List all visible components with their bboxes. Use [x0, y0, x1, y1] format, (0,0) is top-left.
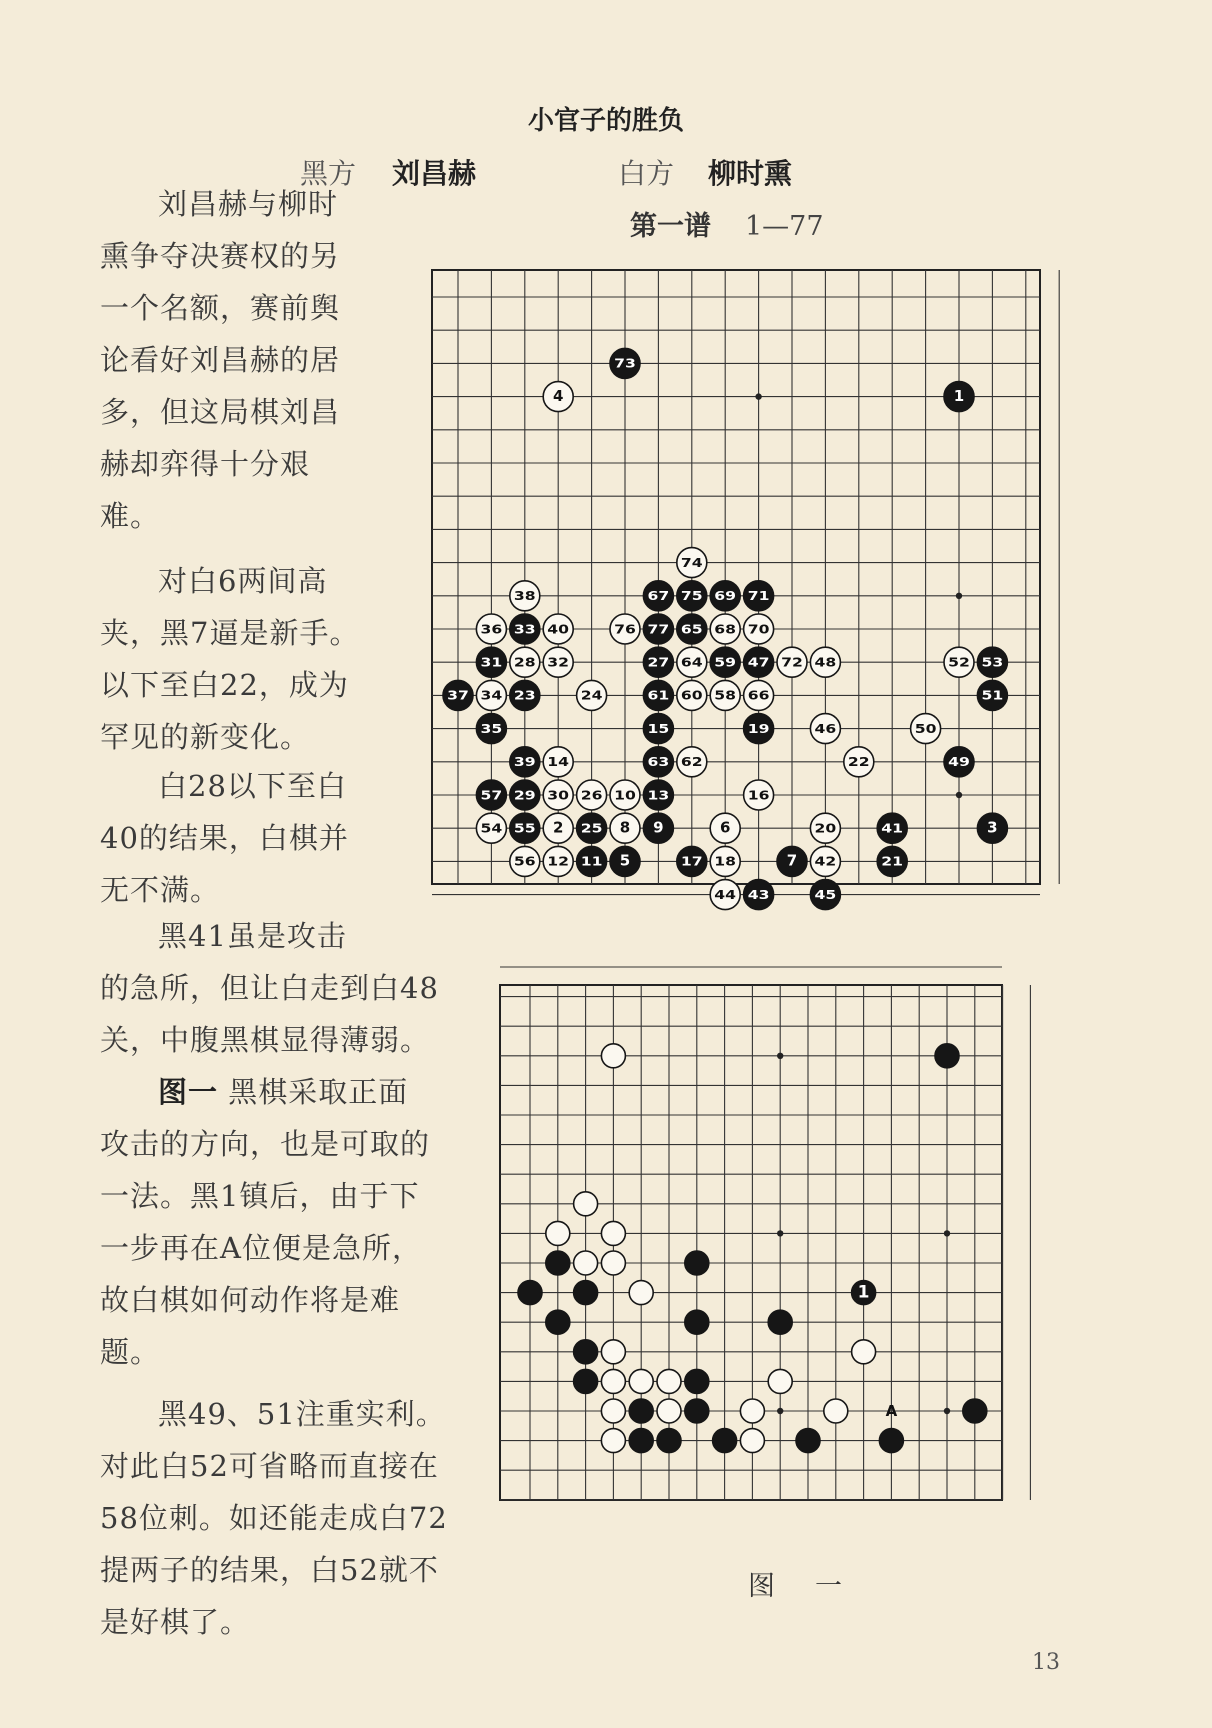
stone-disc — [574, 1192, 598, 1216]
move-number: 14 — [547, 755, 570, 770]
text-line: 黑49、51注重实利。 — [158, 1397, 446, 1431]
black-stone — [677, 614, 707, 644]
paragraph-2 — [100, 555, 359, 763]
stone-disc — [824, 1399, 848, 1423]
black-stone — [685, 1369, 709, 1393]
white-stone — [777, 647, 807, 677]
black-stone — [518, 1281, 542, 1305]
stone-disc — [852, 1340, 876, 1364]
white-stone — [710, 813, 740, 843]
white-stone — [577, 780, 607, 810]
move-number: 64 — [680, 655, 703, 670]
move-number: 37 — [447, 688, 469, 703]
move-number: 7 — [786, 851, 798, 870]
black-stone — [685, 1251, 709, 1275]
star-point — [956, 593, 962, 599]
white-stone — [601, 1251, 625, 1275]
white-stone — [629, 1369, 653, 1393]
move-number: 22 — [847, 755, 870, 770]
move-number: 41 — [881, 821, 904, 836]
white-stone — [710, 880, 740, 910]
black-stone — [574, 1281, 598, 1305]
move-number: 27 — [647, 655, 670, 670]
black-stone — [476, 780, 506, 810]
paragraph-1 — [100, 178, 340, 542]
stone-disc — [713, 1429, 737, 1453]
black-stone — [443, 680, 473, 710]
white-stone — [657, 1399, 681, 1423]
black-stone — [768, 1310, 792, 1334]
black-stone — [546, 1310, 570, 1334]
move-number: 30 — [547, 788, 570, 803]
move-number: 55 — [513, 821, 536, 836]
black-stone — [510, 813, 540, 843]
black-stone — [574, 1340, 598, 1364]
stone-disc — [601, 1399, 625, 1423]
move-number: 29 — [513, 788, 536, 803]
stone-disc — [685, 1310, 709, 1334]
white-stone — [744, 614, 774, 644]
star-point — [944, 1230, 950, 1236]
black-stone — [577, 813, 607, 843]
go-board-figure-1 — [500, 985, 1060, 1550]
text-line: 一法。黑1镇后，由于下 — [100, 1179, 420, 1213]
move-number: 20 — [814, 821, 837, 836]
white-stone — [476, 680, 506, 710]
paragraph-4 — [100, 910, 439, 1066]
kifu-range: 1—77 — [745, 211, 824, 242]
black-role: 黑方 — [300, 157, 357, 190]
white-stone — [629, 1281, 653, 1305]
move-number: 18 — [714, 854, 737, 869]
white-stone — [677, 680, 707, 710]
move-number: 17 — [680, 854, 703, 869]
move-number: 48 — [814, 655, 837, 670]
black-stone — [657, 1429, 681, 1453]
text-line: 对此白52可省略而直接在 — [100, 1449, 439, 1483]
move-number: 5 — [619, 851, 631, 870]
move-number: 11 — [580, 854, 603, 869]
black-stone — [643, 780, 673, 810]
white-stone — [543, 780, 573, 810]
white-stone — [744, 780, 774, 810]
star-point — [755, 393, 761, 399]
star-point — [944, 1408, 950, 1414]
white-stone — [740, 1429, 764, 1453]
stone-disc — [629, 1369, 653, 1393]
stone-disc — [574, 1251, 598, 1275]
text-line: 图一 黑棋采取正面 — [158, 1075, 409, 1109]
black-stone — [643, 614, 673, 644]
stone-disc — [518, 1281, 542, 1305]
white-stone — [810, 846, 840, 876]
move-number: 4 — [552, 386, 564, 405]
white-stone — [740, 1399, 764, 1423]
stone-disc — [574, 1340, 598, 1364]
move-number: 10 — [614, 788, 636, 803]
white-role: 白方 — [618, 157, 675, 190]
text-line: 难。 — [100, 499, 161, 533]
move-number: 9 — [653, 818, 664, 837]
white-stone — [601, 1221, 625, 1245]
move-number: 63 — [647, 755, 670, 770]
move-number: 70 — [747, 622, 770, 637]
move-number: 75 — [680, 589, 703, 604]
stone-disc — [740, 1399, 764, 1423]
white-stone — [601, 1340, 625, 1364]
move-number: 25 — [580, 821, 603, 836]
text-line: 故白棋如何动作将是难 — [100, 1283, 401, 1317]
black-stone — [577, 846, 607, 876]
white-stone — [601, 1399, 625, 1423]
stone-disc — [935, 1044, 959, 1068]
white-stone — [710, 846, 740, 876]
move-number: 66 — [747, 688, 770, 703]
stone-disc — [546, 1221, 570, 1245]
white-stone — [610, 780, 640, 810]
black-stone — [713, 1429, 737, 1453]
white-stone — [601, 1429, 625, 1453]
black-stone — [476, 647, 506, 677]
text-line: 以下至白22，成为 — [100, 668, 349, 702]
white-stone — [610, 614, 640, 644]
text-line: 罕见的新变化。 — [100, 720, 311, 754]
white-stone — [543, 813, 573, 843]
white-stone — [810, 813, 840, 843]
move-number: 56 — [513, 854, 536, 869]
move-number: 65 — [680, 622, 703, 637]
white-stone — [543, 747, 573, 777]
move-number: 26 — [580, 788, 603, 803]
move-number: 53 — [981, 655, 1004, 670]
black-stone — [877, 813, 907, 843]
move-number: 52 — [948, 655, 970, 670]
move-number: 51 — [981, 688, 1004, 703]
black-stone — [879, 1429, 903, 1453]
black-stone — [574, 1369, 598, 1393]
move-number: 74 — [680, 555, 703, 570]
move-number: 50 — [914, 721, 937, 736]
stone-disc — [629, 1399, 653, 1423]
text-line: 刘昌赫与柳时 — [158, 187, 339, 221]
move-number: 23 — [513, 688, 536, 703]
move-number: 45 — [814, 887, 837, 902]
black-stone — [796, 1429, 820, 1453]
stone-disc — [768, 1310, 792, 1334]
white-stone — [574, 1192, 598, 1216]
move-number: 32 — [547, 655, 570, 670]
stone-disc — [685, 1251, 709, 1275]
white-stone — [677, 647, 707, 677]
black-stone — [852, 1281, 876, 1305]
text-line: 的急所，但让白走到白48 — [100, 971, 439, 1005]
move-number: 67 — [647, 589, 670, 604]
white-stone — [677, 747, 707, 777]
stone-disc — [657, 1369, 681, 1393]
black-stone — [744, 714, 774, 744]
white-stone — [601, 1369, 625, 1393]
black-stone — [744, 581, 774, 611]
move-number: 62 — [680, 755, 703, 770]
black-stone — [510, 680, 540, 710]
point-label-a: A — [885, 1402, 898, 1420]
white-stone — [476, 813, 506, 843]
white-stone — [710, 614, 740, 644]
move-number: 69 — [714, 589, 737, 604]
white-stone — [577, 680, 607, 710]
black-stone — [610, 846, 640, 876]
white-stone — [852, 1340, 876, 1364]
black-stone — [810, 880, 840, 910]
move-number: 39 — [513, 755, 536, 770]
move-number: 43 — [747, 887, 770, 902]
white-stone — [510, 581, 540, 611]
white-stone — [543, 382, 573, 412]
black-stone — [777, 846, 807, 876]
stone-disc — [740, 1429, 764, 1453]
move-number: 76 — [614, 622, 636, 637]
move-number: 19 — [747, 721, 770, 736]
star-point — [956, 792, 962, 798]
black-stone — [643, 680, 673, 710]
text-line: 一个名额，赛前舆 — [100, 291, 341, 325]
stone-disc — [657, 1399, 681, 1423]
move-number: 73 — [614, 356, 636, 371]
white-stone — [677, 548, 707, 578]
white-stone — [911, 714, 941, 744]
text-line: 对白6两间高 — [158, 564, 328, 598]
move-number: 44 — [714, 887, 737, 902]
black-stone — [977, 813, 1007, 843]
go-board-record — [432, 270, 1092, 940]
figure-reference: 图一 — [158, 1075, 219, 1109]
move-number: 59 — [714, 655, 737, 670]
white-stone — [824, 1399, 848, 1423]
move-number: 38 — [513, 589, 536, 604]
move-number: 72 — [781, 655, 803, 670]
black-stone — [643, 581, 673, 611]
text-line: 白28以下至白 — [158, 769, 347, 803]
paragraph-6 — [100, 1388, 448, 1648]
white-stone — [476, 614, 506, 644]
black-stone — [710, 647, 740, 677]
black-stone — [677, 846, 707, 876]
paragraph-3 — [100, 760, 349, 916]
move-number: 8 — [619, 818, 631, 837]
text-line: 熏争夺决赛权的另 — [100, 239, 341, 273]
text-line: 无不满。 — [100, 873, 221, 907]
figure-caption: 图一 — [748, 1571, 882, 1602]
stone-disc — [685, 1399, 709, 1423]
white-stone — [543, 614, 573, 644]
stone-disc — [601, 1044, 625, 1068]
black-stone — [629, 1429, 653, 1453]
stone-disc — [657, 1429, 681, 1453]
page-number: 13 — [1032, 1650, 1060, 1675]
black-stone — [510, 780, 540, 810]
move-number: 60 — [680, 688, 703, 703]
stone-disc — [768, 1369, 792, 1393]
black-stone — [963, 1399, 987, 1423]
move-number: 61 — [647, 688, 670, 703]
move-number: 49 — [948, 755, 970, 770]
article-title: 小官子的胜负 — [527, 106, 684, 136]
move-number: 3 — [987, 818, 998, 837]
white-stone — [546, 1221, 570, 1245]
kifu-label: 第一谱 — [630, 211, 711, 242]
black-stone — [610, 348, 640, 378]
move-number: 2 — [552, 818, 564, 837]
white-stone — [574, 1251, 598, 1275]
white-stone — [543, 846, 573, 876]
stone-disc — [546, 1251, 570, 1275]
star-point — [777, 1053, 783, 1059]
stone-disc — [879, 1429, 903, 1453]
white-stone — [510, 647, 540, 677]
text-line: 是好棋了。 — [100, 1605, 251, 1639]
move-number: 54 — [480, 821, 503, 836]
black-stone — [877, 846, 907, 876]
move-number: 28 — [513, 655, 536, 670]
black-stone — [643, 714, 673, 744]
black-stone — [744, 880, 774, 910]
white-stone — [768, 1369, 792, 1393]
move-number: 58 — [714, 688, 737, 703]
white-stone — [944, 647, 974, 677]
move-number: 33 — [513, 622, 536, 637]
black-stone — [476, 714, 506, 744]
text-line: 关，中腹黑棋显得薄弱。 — [100, 1023, 431, 1057]
text-line: 多，但这局棋刘昌 — [100, 395, 341, 429]
black-stone — [685, 1399, 709, 1423]
move-number: 1 — [857, 1282, 870, 1303]
white-stone — [601, 1044, 625, 1068]
stone-disc — [963, 1399, 987, 1423]
move-number: 21 — [881, 854, 904, 869]
black-stone — [944, 747, 974, 777]
stone-disc — [629, 1281, 653, 1305]
move-number: 16 — [747, 788, 770, 803]
move-number: 36 — [480, 622, 503, 637]
white-stone — [543, 647, 573, 677]
move-number: 46 — [814, 721, 837, 736]
text-line: 40的结果，白棋并 — [100, 821, 349, 855]
black-stone — [546, 1251, 570, 1275]
stone-disc — [546, 1310, 570, 1334]
stone-disc — [574, 1369, 598, 1393]
white-stone — [657, 1369, 681, 1393]
move-number: 13 — [647, 788, 670, 803]
white-player-name: 柳时熏 — [708, 157, 793, 190]
stone-disc — [685, 1369, 709, 1393]
kifu-heading — [630, 204, 824, 243]
move-number: 77 — [647, 622, 670, 637]
stone-disc — [601, 1429, 625, 1453]
text-line: 黑41虽是攻击 — [158, 919, 347, 953]
move-number: 57 — [480, 788, 503, 803]
black-stone — [643, 813, 673, 843]
move-number: 15 — [647, 721, 670, 736]
black-stone — [510, 614, 540, 644]
white-stone — [744, 680, 774, 710]
move-number: 34 — [480, 688, 503, 703]
white-stone — [510, 846, 540, 876]
black-player-name: 刘昌赫 — [392, 157, 477, 190]
text-line: 攻击的方向，也是可取的 — [100, 1127, 431, 1161]
move-number: 31 — [480, 655, 503, 670]
move-number: 68 — [714, 622, 737, 637]
move-number: 40 — [547, 622, 570, 637]
text-line: 论看好刘昌赫的居 — [100, 343, 341, 377]
stone-disc — [629, 1429, 653, 1453]
stone-disc — [601, 1340, 625, 1364]
star-point — [777, 1408, 783, 1414]
black-stone — [510, 747, 540, 777]
move-number: 42 — [814, 854, 837, 869]
white-stone — [610, 813, 640, 843]
stone-disc — [601, 1251, 625, 1275]
text-line: 题。 — [100, 1335, 161, 1369]
black-stone — [944, 382, 974, 412]
black-stone — [685, 1310, 709, 1334]
stone-disc — [796, 1429, 820, 1453]
white-stone — [844, 747, 874, 777]
text-line: 赫却弈得十分艰 — [100, 447, 311, 481]
paragraph-5 — [100, 1066, 430, 1378]
star-point — [777, 1230, 783, 1236]
black-stone — [977, 680, 1007, 710]
move-number: 35 — [480, 721, 503, 736]
move-number: 71 — [747, 589, 770, 604]
black-stone — [744, 647, 774, 677]
white-stone — [810, 714, 840, 744]
black-stone — [677, 581, 707, 611]
move-number: 6 — [719, 818, 731, 837]
move-number: 12 — [547, 854, 570, 869]
text-line: 夹，黑7逼是新手。 — [100, 616, 360, 650]
move-number: 47 — [747, 655, 770, 670]
stone-disc — [601, 1221, 625, 1245]
black-stone — [935, 1044, 959, 1068]
text-line: 58位刺。如还能走成白72 — [100, 1501, 448, 1535]
move-number: 24 — [580, 688, 603, 703]
black-stone — [643, 747, 673, 777]
white-stone — [710, 680, 740, 710]
text-line: 一步再在A位便是急所， — [100, 1231, 422, 1265]
move-number: 1 — [953, 386, 965, 405]
black-stone — [629, 1399, 653, 1423]
text-line: 提两子的结果，白52就不 — [100, 1553, 439, 1587]
black-stone — [643, 647, 673, 677]
black-stone — [710, 581, 740, 611]
stone-disc — [601, 1369, 625, 1393]
black-stone — [977, 647, 1007, 677]
stone-disc — [574, 1281, 598, 1305]
white-stone — [810, 647, 840, 677]
